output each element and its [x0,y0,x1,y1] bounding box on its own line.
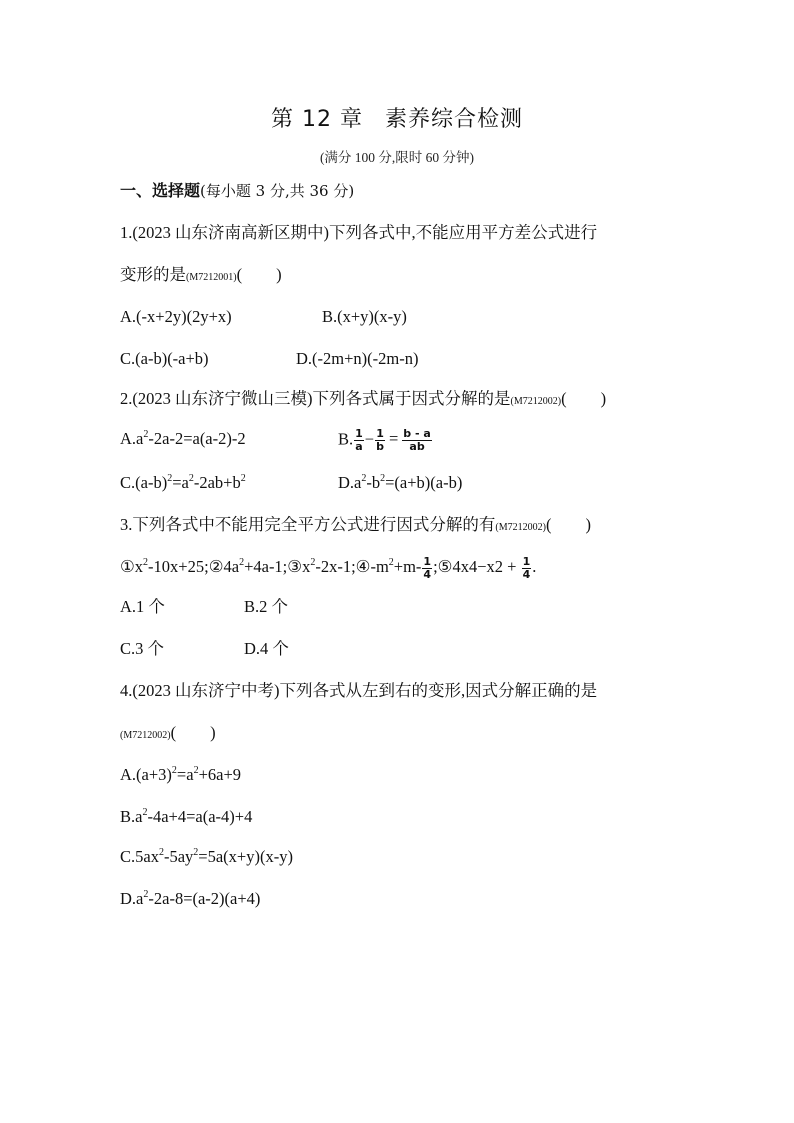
item-text-rest: ; [433,557,438,577]
exponent: 2 [142,807,148,818]
q1-option-c: C.(a-b)(-a+b) [120,349,209,368]
q2-c-text-mid: =a [172,473,189,492]
q1-paren-open: ( [236,265,243,284]
q2-d-text: D.a [338,473,362,492]
page-subtitle: (满分 100 分,限时 60 分钟) [319,150,475,165]
q3-item-1 [120,557,209,576]
q1-paren-close: ) [276,265,282,284]
q2-b-minus: − [364,429,375,449]
question-3-options-row2 [120,638,289,660]
question-2-stem [120,388,606,413]
q2-option-c [120,472,338,494]
q2-c-text-mid2: -2ab+b [193,473,241,492]
option-text: D.a [120,889,144,908]
option-text-mid: =a [176,765,194,784]
exponent: 2 [171,765,177,776]
item-text-rest: -2x-1; [315,557,356,577]
option-text: C.5ax [120,847,159,866]
q2-b-equals: = [388,429,399,449]
question-3-options-row1 [120,596,288,618]
q2-a-text-rest: -2a-2=a(a-2)-2 [148,429,246,449]
item-text: ②4a [208,557,240,577]
q3-option-a: A.1 个 [120,597,165,616]
q2-option-d [338,472,462,494]
option-text-rest: -4a+4=a(a-4)+4 [147,807,253,826]
option-text-rest: +6a+9 [198,765,241,784]
q4-option-c [120,846,293,868]
question-1-options-row1 [120,306,407,328]
item-text: ④-m [355,557,389,577]
q1-option-d: D.(-2m+n)(-2m-n) [296,349,419,368]
q2-paren-close: ) [600,389,607,408]
q1-option-b: B.(x+y)(x-y) [322,307,407,326]
q2-c-text: C.(a-b) [120,473,168,492]
q2-d-text-rest: =(a+b)(a-b) [385,473,463,492]
q3-item-5-fraction [522,556,532,581]
q2-d-text-mid: -b [366,473,381,492]
option-text-mid: -5ay [163,847,194,866]
question-1-stem: 1.(2023 山东济南高新区期中)下列各式中,不能应用平方差公式进行 [120,223,598,242]
q2-a-text: A.a [120,429,144,449]
option-text: A.(a+3) [120,765,172,784]
option-text-rest: -2a-8=(a-2)(a+4) [148,889,261,908]
q2-b-label: B. [338,429,354,449]
exponent: 2 [361,473,367,484]
fraction-numerator: 1 [376,427,384,440]
q4-option-d [120,888,260,910]
q3-option-b: B.2 个 [244,597,289,616]
item-text-rest: . [532,557,537,577]
item-text-rest: +4a-1; [244,557,288,577]
q3-option-d: D.4 个 [244,639,289,658]
section-title: 一、选择题 [120,181,201,200]
q3-item-4 [355,555,438,581]
q3-item-3 [287,557,355,576]
exponent: 2 [188,473,194,484]
question-3-items [120,556,536,581]
chapter-label: 第 12 章 [271,107,363,132]
question-2-options-row2 [120,472,462,494]
q3-code: (M7212002) [495,522,546,533]
q3-option-c: C.3 个 [120,639,165,658]
q4-option-a [120,764,241,786]
q4-paren-open: ( [170,723,177,742]
q2-b-fraction-2 [375,428,385,453]
q2-b-fraction-1 [354,428,364,453]
exponent: 2 [239,557,245,569]
q1-option-a: A.(-x+2y)(2y+x) [120,307,232,326]
fraction-numerator: 1 [423,555,432,568]
fraction-denominator: a [355,440,363,453]
page-title [0,102,794,133]
section-heading [120,180,354,202]
question-4-stem: 4.(2023 山东济宁中考)下列各式从左到右的变形,因式分解正确的是 [120,681,598,700]
fraction-denominator: 4 [423,568,432,581]
q3-paren-open: ( [545,515,552,534]
q3-item-5 [437,555,537,581]
q1-stem2: 变形的是 [120,265,186,284]
q2-stem: 2.(2023 山东济宁微山三模)下列各式属于因式分解的是 [120,389,511,408]
exponent: 2 [240,473,246,484]
item-text: ①x [120,557,144,577]
exponent: 2 [167,473,173,484]
question-3-stem [120,514,591,539]
fraction-denominator: ab [409,440,425,453]
q1-code: (M7212001) [186,272,237,283]
option-text-rest: =5a(x+y)(x-y) [198,847,293,866]
fraction-numerator: b - a [403,427,431,440]
q3-item-4-fraction [422,556,432,581]
q2-b-fraction-3 [402,428,432,453]
q2-a-exponent: 2 [143,429,149,441]
q4-option-b [120,806,252,828]
fraction-numerator: 1 [355,427,363,440]
fraction-numerator: 1 [522,555,531,568]
fraction-denominator: 4 [522,568,531,581]
question-4-stem-continued [120,722,216,747]
item-text-rest: -10x+25; [148,557,209,577]
q4-paren-close: ) [210,723,216,742]
exponent: 2 [193,765,199,776]
exponent: 2 [388,557,394,569]
title-text: 素养综合检测 [384,107,523,132]
item-text: ③x [287,557,311,577]
q4-code: (M7212002) [120,730,171,741]
question-1-stem-continued [120,264,282,289]
q2-code: (M7212002) [510,396,562,407]
q3-stem: 3.下列各式中不能用完全平方公式进行因式分解的有 [120,515,496,534]
exponent: 2 [143,889,149,900]
q3-paren-close: ) [585,515,591,534]
section-note: (每小题 3 分,共 36 分) [200,182,355,200]
exponent: 2 [380,473,386,484]
item-text-mid: +m- [393,557,422,577]
q2-option-b [338,428,433,453]
question-2-options-row1 [120,428,433,453]
exponent: 2 [310,557,316,569]
exponent: 2 [158,847,164,858]
item-text: ⑤4x4−x2 + [437,557,521,577]
exponent: 2 [193,847,199,858]
question-1-options-row2 [120,348,418,370]
exponent: 2 [143,557,149,569]
fraction-denominator: b [376,440,384,453]
q2-option-a [120,428,338,450]
option-text: B.a [120,807,143,826]
q2-paren-open: ( [561,389,567,408]
q3-item-2 [209,557,288,576]
